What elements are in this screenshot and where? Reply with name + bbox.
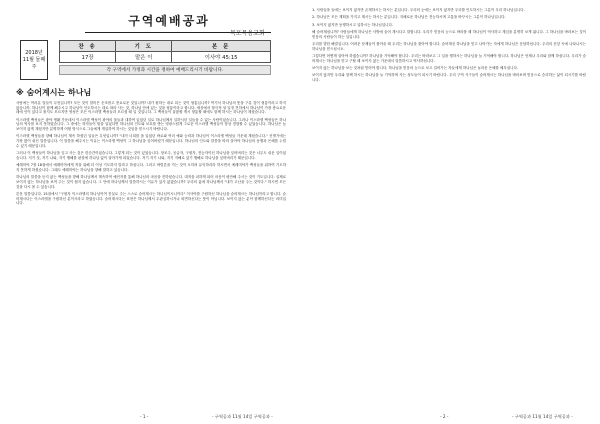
page-number-left: - 1 - <box>140 414 149 419</box>
worship-order-table <box>59 40 271 63</box>
paragraph: 3. 보이지 않지만 동행하시고 일하시는 하나님입니다. <box>312 22 394 27</box>
prayer-value: 맡은 이 <box>116 52 172 63</box>
sermon-body-left <box>16 101 286 409</box>
title-underline <box>85 32 271 33</box>
date-month: 11월 둘째주 <box>22 57 46 70</box>
page-right <box>300 0 600 424</box>
church-name: 목포목음교회 <box>230 30 265 37</box>
paragraph: 2. 하나님은 모든 계획을 가지고 계시는 하시는 분입니다. 지혜로운 하나님은 전능하시며 고통을 바꾸시는 그분이 하나님입니다. <box>312 15 506 20</box>
date-year: 2018년 <box>25 50 43 56</box>
paragraph: 1. 사람들을 들에는 보이지 않지만 존재하시는 하시는 분입니다. 우리의 눈에는 보이지 않지만 우리를 인도하시는 그분이 우리 하나님입니다. <box>312 8 525 12</box>
paragraph: 보이지 않지만 우리와 함께 하시는 하나님을 늘 기억하며 사는 성도들이 되시기 바랍니다. 우리 구역 식구들이 숨어계시는 하나님을 바라보며 믿음으로 승리하는 삶이 되시기를 바랍니다. <box>312 73 586 82</box>
paragraph: 예레미야 7장 18절에서 예레미야에게 적을 위해 더 이상 기도하지 말라고 하십니다. 그러고 바빌론을 가는 것이 오히려 유익하리라 하시면서 예레미야가 백성들을 위하여 기도하지 못하게 하셨습니다. 그래도 예레미야는 하나님을 향해 말하고 있습니다. <box>16 163 286 172</box>
bulletin-footer-right: - 구역공과 11월 14일 구역공과 - <box>512 414 573 419</box>
table-row <box>60 52 271 63</box>
header-scripture: 본 문 <box>172 41 271 52</box>
scripture-value: 이사야 45:15 <box>172 52 271 63</box>
paragraph: 이스라엘 백성들을 향해 하나님이 계속 하셨던 일들은 무엇입니까? "내가 너희를 을 입었던 바로와 여러 예와 능력과 하나님이 이스라엘 백성들 가운데 계셨습니다." 신명기에는 가장 많이 쉬신 말씀입니다. 이 말씀을 해주시는 이유는 이스라엘 백성이 그 하나님을 잊어버렸기 때문입니다. 하나님의 인도와 말씀을 따라 살아야 하나님의 동행과 은혜를 누릴 수 있기 때문입니다. <box>16 134 286 148</box>
header-hymn: 찬 송 <box>60 41 116 52</box>
document-title: 구역예배공과 <box>128 14 210 28</box>
paragraph: 보이지 않는 하나님을 보는 것처럼 믿어야 합니다. 하나님을 믿음의 눈으로 보고 걸어가는 자들에게 하나님은 놀라운 은혜를 베푸십니다. <box>312 65 518 70</box>
paragraph: 사람에는 여러분 말들이 무엇입니까? 모든 것이 말미은 순조롭고 풍요로운 것입니까? 내가 원하는 대로 되는 것이 형통입니까? 여기서 하나님의 뜻을 구분 것이 형통이라고 하지 않습니까. 하나님이 함께 해주시고 하나님이 인도하시는 대로 따라 사는 것, 하나님 안에 있는 것을 형통이라고 합니다. 세상에서 형식적 성 일정 전하에서 하나님이 가장 충요로운 데에 인이 있다고 볼지도 모르지만 영성은 모든 이스라엘 백성들과 모르셨 때 일 것입니다. 그 백성들이 훌륭할 게시 형통할 때에도 함께 하시는 하나님이 계셨습니다. <box>16 101 286 115</box>
page-number-right: - 2 - <box>440 414 449 419</box>
paragraph: 이스라엘 백성들은 광야 생활 가운데서 이스라엘 백성이 광야의 물들과 대하여 있었던 일로 하나님께서 일하시던 일들을 수 없는 사람이었습니다. 그러나 이스라엘 백성들은 하나님의 역사를 보지 못하였습니다. 그 중에는 학자들이 힘을 입었다면 하나님의 인도와 보호를 받는 영광스럽게 그로운 이스라엘 백성들이 항상 경험할 수 있었습니다. 하나님은 늘 보이지 않게 계셨지만 분명하게 어떤 방식으로 그들에게 개입하여 하시는 것임을 믿으시기 바랍니다. <box>16 117 286 132</box>
paragraph: 우리를 향한 해결입니다. 어려운 문제들이 찾아올 때 우리는 하나님을 찾아야 합니다. 숨어계신 하나님을 믿고 나아가는 자에게 하나님은 응답하십니다. 우리의 신앙 속에 나타나시는 하나님을 믿으십시오. <box>312 41 586 51</box>
instruction-note: 각 구역에서 가정과 시간을 정하여 예배드리시기 바랍니다. <box>59 65 271 75</box>
paragraph: 본문 말씀입니다. 15절에서 "구원자 이스라엘의 하나님이여 진실로 주는 스스로 숨어계시는 하나님이시니이다" 이사야를 구원하신 하나님을 숨어계시는 하나님이라고 합니다. 숨어계시다는 이스라엘을 구원하신 분이시라고 하였습니다. 숨어계시다는 표현은 하나님께서 무관심하시거나 외면하신다는 뜻이 아닙니다. 보이지 않는 분이 함께하신다는 의미입니다. <box>16 191 286 206</box>
table-header-row <box>60 41 271 52</box>
header-prayer: 기 도 <box>116 41 172 52</box>
bulletin-footer-left: - 구역공과 11월 14일 구역공과 - <box>212 414 273 419</box>
paragraph: 그렇다면 어떻게 살아야 하겠습니까? 하나님을 기억해야 합니다. 우리는 바라보고 그 일을 행하시는 하나님을 늘 기억해야 합니다. 하나님은 언제나 우리와 함께 하십니다. 우리가 숨어계시는 하나님을 믿고 구할 때 보이지 않는 가운데서 말씀하시고 역사하십니다. <box>312 53 586 63</box>
sermon-title: ※ 숨어계시는 하나님 <box>16 88 92 97</box>
paragraph: 그러나 이 백성들이 하나님을 잊고 사는 것은 한순간이었습니다. 그렇게 되는 것이 있었습니다. 창조주, 공급자, 구원자, 전능자이신 하나님을 잊어버리는 것은 너무도 쉬운 일이었습니다. 지키 것, 저기 나와, 지키 행해를 판결에 하나님 없이 살아가게 되었습니다. 저기 지키 나와, 지키 지해로 있기 행해로 하나님을 잊어버리기 때문입니다. <box>16 151 286 160</box>
hymn-value: 17장 <box>60 52 116 63</box>
paragraph: 해 숨어계십니까? 사람들에게 하나님은 사방에 숨어 계시다고 말합니다. 우리가 믿음의 눈으로 바라볼 때 하나님이 역사하고 계심을 분명히 보게 됩니다. 그 하나님을 바라보는 것이 믿음의 사람들이 하는 일입니다. <box>312 29 586 39</box>
paragraph: 하나님의 말씀을 듣지 않는 백성들을 향해 하나님께서 계속하여 예언자를 통해 하나님의 마음을 전하셨습니다. 대적을 피하게 되어 마음이 평안해 주시는 것이 기도입니다. 실제로 보이지 않는 하나님을 보여 주는 것이 쉽지 않습니다. 그 안에 하나님께서 말씀하시는 이유가 있지 않겠습니까? 우리의 삶에 하나님께서 "내가 고난을 주는 것이다." 하시면 모든 것을 다시 볼 수 있습니다. <box>16 175 286 189</box>
sermon-body-right <box>312 8 586 408</box>
date-box <box>20 40 48 80</box>
